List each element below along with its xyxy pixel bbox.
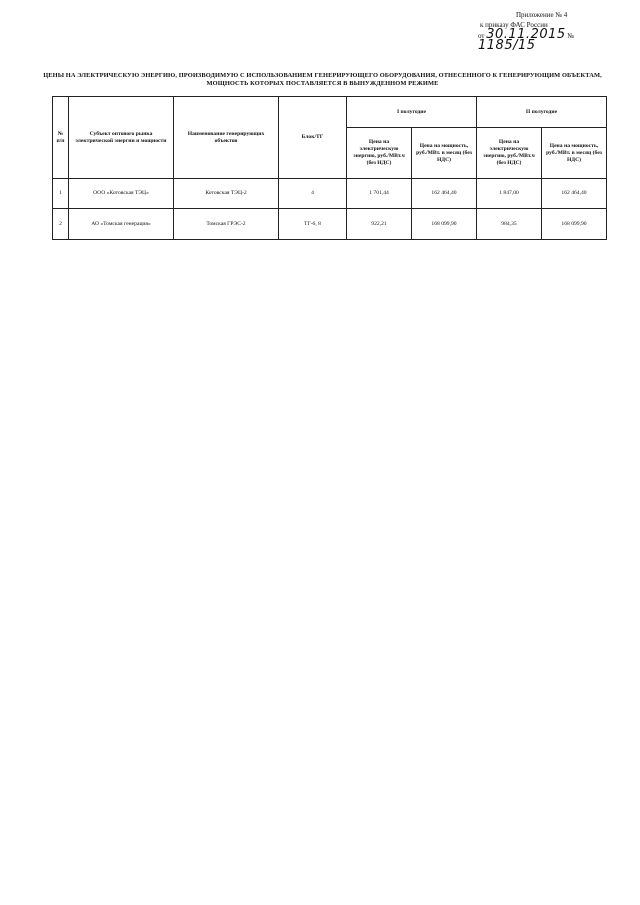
cell-num: 1 bbox=[53, 179, 69, 209]
order-reference: к приказу ФАС России bbox=[480, 21, 548, 29]
cell-subject: ООО «Котовская ТЭЦ» bbox=[69, 179, 174, 209]
cell-h1-energy: 1 701,44 bbox=[347, 179, 412, 209]
header-h2-capacity-price: Цена на мощность, руб./МВт. в месяц (без НДС) bbox=[542, 128, 607, 179]
cell-h2-energy: 984,35 bbox=[477, 209, 542, 240]
cell-subject: АО «Томская генерация» bbox=[69, 209, 174, 240]
cell-unit: 4 bbox=[279, 179, 347, 209]
header-h1-capacity-price: Цена на мощность, руб./МВт. в месяц (без НДС) bbox=[412, 128, 477, 179]
cell-num: 2 bbox=[53, 209, 69, 240]
cell-h1-energy: 922,21 bbox=[347, 209, 412, 240]
price-table bbox=[52, 96, 607, 240]
cell-object: Котовская ТЭЦ-2 bbox=[174, 179, 279, 209]
cell-object: Томская ГРЭС-2 bbox=[174, 209, 279, 240]
table-row bbox=[53, 209, 607, 240]
header-unit: Блок/ТГ bbox=[279, 97, 347, 179]
header-object: Наименование генерирующих объектов bbox=[174, 97, 279, 179]
order-number: 1185/15 bbox=[478, 38, 536, 53]
header-h1-energy-price: Цена на электрическую энергию, руб./МВт.ч (без НДС) bbox=[347, 128, 412, 179]
header-half-2: II полугодие bbox=[477, 97, 607, 128]
document-title: ЦЕНЫ НА ЭЛЕКТРИЧЕСКУЮ ЭНЕРГИЮ, ПРОИЗВОДИМУЮ С ИСПОЛЬЗОВАНИЕМ ГЕНЕРИРУЮЩЕГО ОБОРУДОВАНИЯ, ОТНЕСЕННОГО К ГЕНЕРИРУЮЩИМ ОБЪЕКТАМ, МОЩНОСТЬ КОТОРЫХ ПОСТАВЛЯЕТСЯ В ВЫНУЖДЕННОМ РЕЖИМЕ bbox=[43, 72, 602, 87]
header-h2-energy-price: Цена на электрическую энергию, руб./МВт.ч (без НДС) bbox=[477, 128, 542, 179]
cell-h2-energy: 1 847,00 bbox=[477, 179, 542, 209]
header-half-1: I полугодие bbox=[347, 97, 477, 128]
order-date: 30.11.2015 bbox=[486, 27, 566, 42]
cell-unit: ТГ-6, 8 bbox=[279, 209, 347, 240]
appendix-header bbox=[466, 10, 626, 53]
appendix-label: Приложение № 4 bbox=[516, 11, 568, 19]
number-sign: № bbox=[567, 32, 575, 40]
header-subject: Субъект оптового рынка электрической энергии и мощности bbox=[69, 97, 174, 179]
order-date-number bbox=[466, 27, 626, 53]
header-num: № п/п bbox=[53, 97, 69, 179]
cell-h1-capacity: 162 464,40 bbox=[412, 179, 477, 209]
table-row bbox=[53, 179, 607, 209]
cell-h2-capacity: 162 464,40 bbox=[542, 179, 607, 209]
cell-h2-capacity: 168 099,90 bbox=[542, 209, 607, 240]
date-prefix: от bbox=[478, 32, 485, 40]
cell-h1-capacity: 168 099,90 bbox=[412, 209, 477, 240]
